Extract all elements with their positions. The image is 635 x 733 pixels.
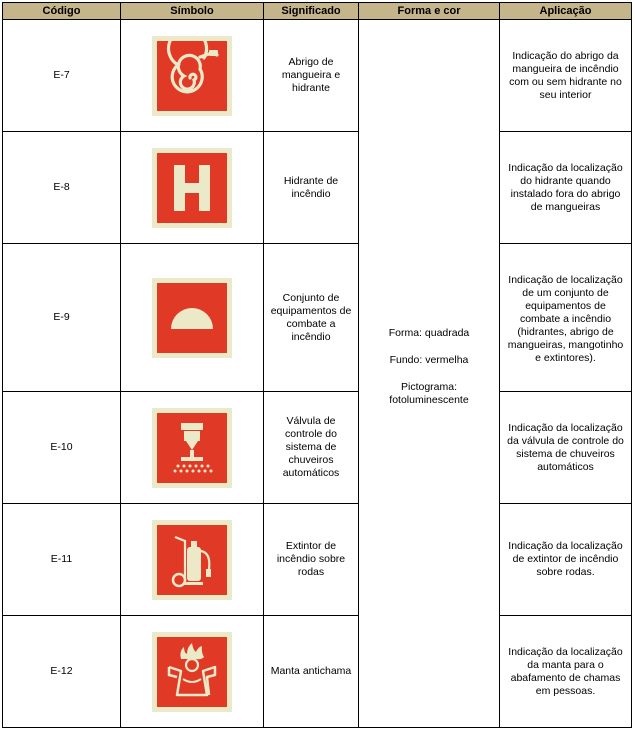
hydrant-sign <box>152 148 232 228</box>
simbolo-cell <box>121 20 264 132</box>
significado-cell: Hidrante de incêndio <box>264 132 359 244</box>
simbolo-cell <box>121 392 264 504</box>
aplicacao-cell: Indicação da localização da manta para o abafamento de chamas em pessoas. <box>500 616 632 728</box>
forma-e-cor-cell <box>359 20 500 728</box>
sprinkler-valve-icon <box>157 413 227 483</box>
sprinkler-valve-sign <box>152 408 232 488</box>
simbolo-cell <box>121 244 264 392</box>
simbolo-cell <box>121 132 264 244</box>
significado-cell: Abrigo de mangueira e hidrante <box>264 20 359 132</box>
significado-cell: Extintor de incêndio sobre rodas <box>264 504 359 616</box>
wheeled-extinguisher-sign <box>152 520 232 600</box>
significado-cell: Manta antichama <box>264 616 359 728</box>
codigo-cell: E-12 <box>3 616 121 728</box>
header-significado: Significado <box>264 3 359 20</box>
header-codigo: Código <box>3 3 121 20</box>
header-simbolo: Símbolo <box>121 3 264 20</box>
aplicacao-cell: Indicação do abrigo da mangueira de incêndio com ou sem hidrante no seu interior <box>500 20 632 132</box>
aplicacao-cell: Indicação da localização de extintor de incêndio sobre rodas. <box>500 504 632 616</box>
aplicacao-cell: Indicação da localização da válvula de controle do sistema de chuveiros automáticos <box>500 392 632 504</box>
hose-reel-icon <box>157 41 227 111</box>
table-row <box>3 504 632 616</box>
codigo-cell: E-7 <box>3 20 121 132</box>
aplicacao-cell: Indicação da localização do hidrante quando instalado fora do abrigo de mangueiras <box>500 132 632 244</box>
header-forma-e-cor: Forma e cor <box>359 3 500 20</box>
codigo-cell: E-10 <box>3 392 121 504</box>
pictograma-text: Pictograma: fotoluminescente <box>389 380 469 406</box>
wheeled-extinguisher-icon <box>157 525 227 595</box>
table-row <box>3 616 632 728</box>
table-row <box>3 392 632 504</box>
significado-cell: Válvula de controle do sistema de chuveiros automáticos <box>264 392 359 504</box>
significado-cell: Conjunto de equipamentos de combate a incêndio <box>264 244 359 392</box>
codigo-cell: E-11 <box>3 504 121 616</box>
codigo-cell: E-8 <box>3 132 121 244</box>
table-row <box>3 244 632 392</box>
firefighting-set-icon <box>157 283 227 353</box>
fundo-text: Fundo: vermelha <box>389 353 469 366</box>
header-aplicacao: Aplicação <box>500 3 632 20</box>
signage-table <box>2 2 632 728</box>
table-row <box>3 132 632 244</box>
simbolo-cell <box>121 504 264 616</box>
aplicacao-cell: Indicação de localização de um conjunto de equipamentos de combate a incêndio (hidrantes, abrigo de mangueiras, mangotinho e extintores). <box>500 244 632 392</box>
fire-blanket-icon <box>157 637 227 707</box>
table-header-row <box>3 3 632 20</box>
forma-text: Forma: quadrada <box>388 326 470 339</box>
firefighting-set-sign <box>152 278 232 358</box>
hose-reel-sign <box>152 36 232 116</box>
simbolo-cell <box>121 616 264 728</box>
codigo-cell: E-9 <box>3 244 121 392</box>
fire-blanket-sign <box>152 632 232 712</box>
table-row <box>3 20 632 132</box>
hydrant-h-icon <box>157 153 227 223</box>
